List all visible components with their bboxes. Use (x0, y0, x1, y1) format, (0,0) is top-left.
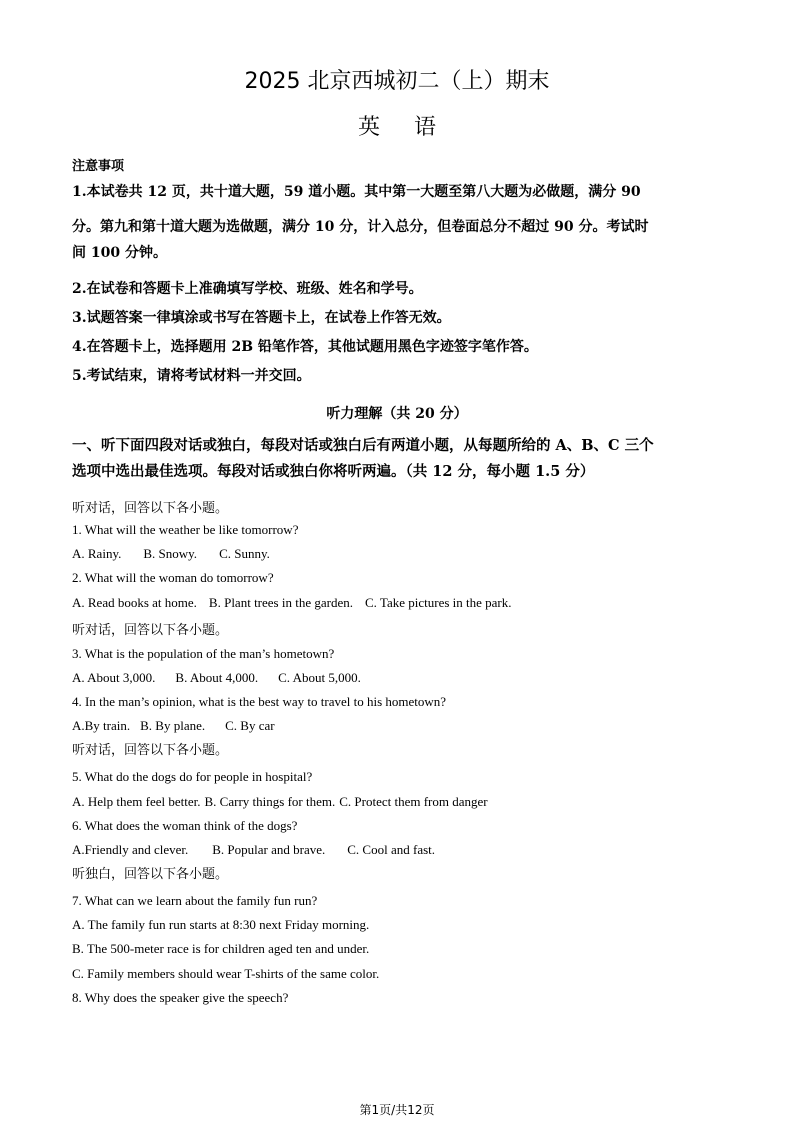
question-4: 4. In the man’s opinion, what is the best way to travel to his hometown? (72, 694, 447, 709)
question-3: 3. What is the population of the man’s hometown? (72, 646, 335, 661)
option-b: B. Plant trees in the garden. (208, 595, 353, 610)
question-2: 2. What will the woman do tomorrow? (72, 570, 274, 585)
notice-item-2: 2.在试卷和答题卡上准确填写学校、班级、姓名和学号。 (72, 281, 423, 297)
group-intro: 听对话，回答以下各小题。 (72, 501, 229, 516)
group-intro: 听对话，回答以下各小题。 (72, 623, 229, 638)
option-a: A. About 3,000. (72, 670, 156, 685)
question-2-options (72, 595, 512, 611)
option-c: C. Cool and fast. (347, 842, 436, 857)
question-5: 5. What do the dogs do for people in hospital? (72, 769, 313, 784)
option-c: C. By car (225, 718, 275, 733)
option-a: A.By train. (72, 718, 131, 733)
option-c: C. Take pictures in the park. (364, 595, 512, 610)
option-b: B. Carry things for them. (204, 794, 336, 809)
section-title: 听力理解（共 20 分） (326, 406, 468, 422)
option-b: B. Popular and brave. (212, 842, 326, 857)
option-c: C. Sunny. (219, 546, 270, 561)
notice-item-3: 3.试题答案一律填涂或书写在答题卡上，在试卷上作答无效。 (72, 310, 451, 326)
option-b: B. By plane. (140, 718, 206, 733)
question-7-option-b: B. The 500-meter race is for children aged ten and under. (72, 941, 370, 956)
subject-heading: 英语 (357, 115, 470, 140)
question-6-options (72, 842, 435, 858)
option-b: B. About 4,000. (175, 670, 259, 685)
option-b: B. Snowy. (143, 546, 198, 561)
option-a: A.Friendly and clever. (72, 842, 189, 857)
option-a: A. Help them feel better. (72, 794, 201, 809)
notice-item-1c: 间 100 分钟。 (72, 245, 167, 261)
page-number: 第1页/共12页 (359, 1103, 435, 1117)
question-7: 7. What can we learn about the family fun run? (72, 893, 318, 908)
question-4-options (72, 718, 275, 734)
notice-item-1a: 1.本试卷共 12 页，共十道大题，59 道小题。其中第一大题至第八大题为必做题，满分 90 (72, 184, 641, 200)
option-a: A. Rainy. (72, 546, 122, 561)
notice-item-5: 5.考试结束，请将考试材料一并交回。 (72, 368, 311, 384)
option-c: C. Protect them from danger (339, 794, 488, 809)
question-1-options (72, 546, 270, 562)
notice-item-1b: 分。第九和第十道大题为选做题，满分 10 分，计入总分，但卷面总分不超过 90 分。考试时 (72, 219, 649, 235)
group-intro: 听独白，回答以下各小题。 (72, 867, 229, 882)
option-a: A. Read books at home. (72, 595, 197, 610)
group-intro: 听对话，回答以下各小题。 (72, 743, 229, 758)
question-8: 8. Why does the speaker give the speech? (72, 990, 289, 1005)
question-1: 1. What will the weather be like tomorrow? (72, 522, 299, 537)
page-title: 2025 北京西城初二（上）期末 (244, 69, 550, 94)
question-3-options (72, 670, 361, 686)
notice-item-4: 4.在答题卡上，选择题用 2B 铅笔作答，其他试题用黑色字迹签字笔作答。 (72, 339, 538, 355)
question-5-options (72, 794, 488, 810)
question-6: 6. What does the woman think of the dogs? (72, 818, 298, 833)
question-7-option-c: C. Family members should wear T-shirts of the same color. (72, 966, 380, 981)
section-instruction-1: 一、听下面四段对话或独白，每段对话或独白后有两道小题，从每题所给的 A、B、C 三个 (72, 437, 654, 454)
notice-heading: 注意事项 (72, 159, 125, 174)
option-c: C. About 5,000. (278, 670, 361, 685)
question-7-option-a: A. The family fun run starts at 8:30 next Friday morning. (72, 917, 370, 932)
section-instruction-2: 选项中选出最佳选项。每段对话或独白你将听两遍。（共 12 分，每小题 1.5 分） (72, 463, 595, 480)
